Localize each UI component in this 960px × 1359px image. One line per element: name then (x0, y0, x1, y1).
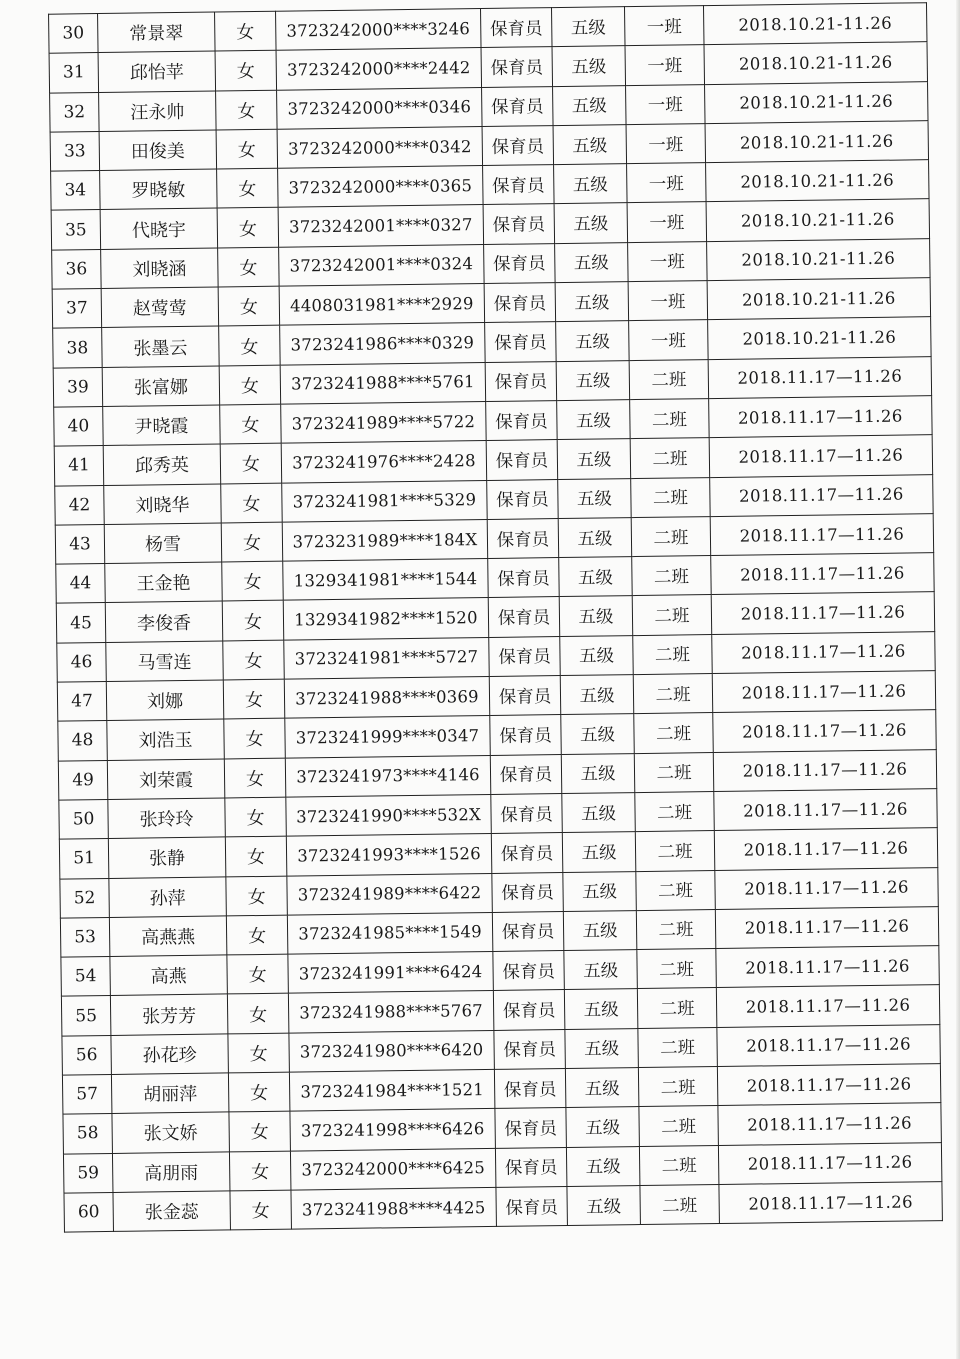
gender-cell: 女 (229, 1151, 291, 1191)
class-cell: 二班 (634, 752, 714, 792)
level-cell: 五级 (554, 203, 628, 243)
occupation-cell: 保育员 (493, 990, 565, 1030)
name-cell: 张文娇 (112, 1112, 230, 1153)
id-number-cell: 3723241973****4146 (285, 755, 490, 797)
id-number-cell: 3723242001****0327 (278, 205, 483, 247)
row-number-cell: 46 (57, 642, 107, 682)
training-date-cell: 2018.10.21-11.26 (708, 317, 931, 359)
occupation-cell: 保育员 (487, 479, 559, 519)
gender-cell: 女 (226, 876, 288, 916)
class-cell: 二班 (631, 516, 711, 556)
level-cell: 五级 (565, 1028, 639, 1068)
occupation-cell: 保育员 (483, 204, 555, 244)
name-cell: 邱怡苹 (98, 51, 216, 92)
class-cell: 二班 (635, 831, 715, 871)
gender-cell: 女 (219, 326, 281, 366)
name-cell: 刘荣霞 (107, 759, 225, 800)
gender-cell: 女 (217, 208, 279, 248)
training-date-cell: 2018.11.17—11.26 (716, 946, 939, 988)
occupation-cell: 保育员 (482, 86, 554, 126)
occupation-cell: 保育员 (482, 125, 554, 165)
row-number-cell: 51 (59, 839, 109, 879)
training-date-cell: 2018.11.17—11.26 (710, 474, 933, 516)
row-number-cell: 45 (56, 603, 106, 643)
name-cell: 赵莺莺 (101, 287, 219, 328)
training-date-cell: 2018.10.21-11.26 (707, 238, 930, 280)
row-number-cell: 56 (62, 1035, 112, 1075)
gender-cell: 女 (223, 679, 285, 719)
id-number-cell: 3723241980****6420 (289, 1030, 494, 1072)
occupation-cell: 保育员 (484, 283, 556, 323)
row-number-cell: 52 (60, 878, 110, 918)
training-date-cell: 2018.11.17—11.26 (718, 1103, 941, 1145)
row-number-cell: 40 (54, 406, 104, 446)
training-date-cell: 2018.11.17—11.26 (711, 592, 934, 634)
training-date-cell: 2018.11.17—11.26 (714, 789, 937, 831)
trainee-roster-table (48, 2, 943, 1233)
id-number-cell: 3723241999****0347 (285, 716, 490, 758)
occupation-cell: 保育员 (488, 597, 560, 637)
gender-cell: 女 (225, 836, 287, 876)
training-date-cell: 2018.11.17—11.26 (717, 1024, 940, 1066)
occupation-cell: 保育员 (490, 715, 562, 755)
level-cell: 五级 (563, 871, 637, 911)
training-date-cell: 2018.10.21-11.26 (704, 42, 927, 84)
level-cell: 五级 (553, 85, 627, 125)
row-number-cell: 48 (58, 721, 108, 761)
level-cell: 五级 (559, 596, 633, 636)
gender-cell: 女 (221, 522, 283, 562)
name-cell: 刘晓涵 (101, 248, 219, 289)
gender-cell: 女 (228, 1072, 290, 1112)
class-cell: 二班 (629, 359, 709, 399)
training-date-cell: 2018.11.17—11.26 (716, 985, 939, 1027)
row-number-cell: 36 (52, 249, 102, 289)
training-date-cell: 2018.10.21-11.26 (706, 160, 929, 202)
class-cell: 二班 (639, 1106, 719, 1146)
class-cell: 二班 (638, 1067, 718, 1107)
gender-cell: 女 (223, 640, 285, 680)
id-number-cell: 3723241988****5761 (280, 362, 485, 404)
level-cell: 五级 (555, 282, 629, 322)
level-cell: 五级 (562, 832, 636, 872)
occupation-cell: 保育员 (485, 322, 557, 362)
name-cell: 代晓宇 (100, 208, 218, 249)
id-number-cell: 3723231989****184X (282, 519, 487, 561)
training-date-cell: 2018.10.21-11.26 (705, 121, 928, 163)
level-cell: 五级 (562, 793, 636, 833)
name-cell: 孙花珍 (111, 1034, 229, 1075)
occupation-cell: 保育员 (495, 1147, 567, 1187)
level-cell: 五级 (565, 1068, 639, 1108)
name-cell: 高燕 (110, 955, 228, 996)
row-number-cell: 47 (57, 682, 107, 722)
occupation-cell: 保育员 (483, 165, 555, 205)
gender-cell: 女 (229, 1111, 291, 1151)
training-date-cell: 2018.11.17—11.26 (717, 1064, 940, 1106)
class-cell: 二班 (639, 1145, 719, 1185)
row-number-cell: 57 (62, 1074, 112, 1114)
training-date-cell: 2018.11.17—11.26 (712, 671, 935, 713)
id-number-cell: 3723241986****0329 (280, 323, 485, 365)
id-number-cell: 3723241990****532X (286, 794, 491, 836)
class-cell: 二班 (636, 870, 716, 910)
training-date-cell: 2018.11.17—11.26 (710, 514, 933, 556)
gender-cell: 女 (215, 51, 277, 91)
class-cell: 二班 (630, 438, 710, 478)
id-number-cell: 3723242000****0342 (277, 126, 482, 168)
occupation-cell: 保育员 (494, 1029, 566, 1069)
row-number-cell: 54 (61, 957, 111, 997)
class-cell: 二班 (633, 674, 713, 714)
row-number-cell: 55 (61, 996, 111, 1036)
occupation-cell: 保育员 (485, 361, 557, 401)
level-cell: 五级 (560, 635, 634, 675)
occupation-cell: 保育员 (489, 676, 561, 716)
id-number-cell: 3723241984****1521 (289, 1069, 494, 1111)
training-date-cell: 2018.11.17—11.26 (712, 631, 935, 673)
gender-cell: 女 (219, 365, 281, 405)
row-number-cell: 60 (64, 1192, 114, 1232)
class-cell: 二班 (638, 1027, 718, 1067)
class-cell: 一班 (624, 6, 704, 46)
name-cell: 刘浩玉 (107, 719, 225, 760)
name-cell: 高燕燕 (109, 916, 227, 957)
id-number-cell: 3723241976****2428 (281, 441, 486, 483)
level-cell: 五级 (564, 989, 638, 1029)
gender-cell: 女 (224, 758, 286, 798)
row-number-cell: 30 (49, 14, 99, 54)
occupation-cell: 保育员 (484, 243, 556, 283)
class-cell: 二班 (632, 595, 712, 635)
level-cell: 五级 (553, 125, 627, 165)
id-number-cell: 3723241998****6426 (290, 1109, 495, 1151)
gender-cell: 女 (216, 90, 278, 130)
training-date-cell: 2018.10.21-11.26 (706, 199, 929, 241)
level-cell: 五级 (558, 517, 632, 557)
level-cell: 五级 (558, 478, 632, 518)
class-cell: 一班 (629, 320, 709, 360)
id-number-cell: 3723242000****2442 (276, 48, 481, 90)
training-date-cell: 2018.11.17—11.26 (719, 1182, 942, 1224)
occupation-cell: 保育员 (490, 754, 562, 794)
class-cell: 一班 (625, 45, 705, 85)
row-number-cell: 53 (60, 917, 110, 957)
class-cell: 二班 (634, 713, 714, 753)
row-number-cell: 32 (50, 92, 100, 132)
name-cell: 汪永帅 (99, 91, 217, 132)
class-cell: 一班 (628, 281, 708, 321)
training-date-cell: 2018.10.21-11.26 (705, 81, 928, 123)
level-cell: 五级 (555, 242, 629, 282)
class-cell: 二班 (637, 988, 717, 1028)
name-cell: 张芳芳 (110, 994, 228, 1035)
class-cell: 一班 (626, 123, 706, 163)
class-cell: 一班 (627, 202, 707, 242)
id-number-cell: 3723241981****5329 (282, 480, 487, 522)
id-number-cell: 3723241989****6422 (287, 873, 492, 915)
name-cell: 张静 (108, 837, 226, 878)
name-cell: 罗晓敏 (100, 169, 218, 210)
gender-cell: 女 (230, 1190, 292, 1230)
id-number-cell: 3723241993****1526 (286, 834, 491, 876)
name-cell: 尹晓霞 (103, 405, 221, 446)
row-number-cell: 58 (63, 1114, 113, 1154)
row-number-cell: 37 (52, 289, 102, 329)
row-number-cell: 38 (53, 328, 103, 368)
training-date-cell: 2018.11.17—11.26 (709, 396, 932, 438)
training-date-cell: 2018.10.21-11.26 (707, 278, 930, 320)
gender-cell: 女 (227, 994, 289, 1034)
name-cell: 胡丽萍 (111, 1073, 229, 1114)
occupation-cell: 保育员 (494, 1069, 566, 1109)
gender-cell: 女 (222, 561, 284, 601)
id-number-cell: 3723242001****0324 (279, 244, 484, 286)
class-cell: 二班 (631, 477, 711, 517)
class-cell: 二班 (633, 634, 713, 674)
gender-cell: 女 (224, 718, 286, 758)
occupation-cell: 保育员 (492, 911, 564, 951)
level-cell: 五级 (554, 164, 628, 204)
id-number-cell: 1329341981****1544 (283, 559, 488, 601)
level-cell: 五级 (556, 321, 630, 361)
occupation-cell: 保育员 (489, 636, 561, 676)
training-date-cell: 2018.11.17—11.26 (713, 710, 936, 752)
class-cell: 二班 (632, 556, 712, 596)
training-date-cell: 2018.11.17—11.26 (708, 356, 931, 398)
gender-cell: 女 (218, 247, 280, 287)
level-cell: 五级 (559, 557, 633, 597)
class-cell: 二班 (635, 791, 715, 831)
training-date-cell: 2018.11.17—11.26 (715, 867, 938, 909)
roster-table-body (49, 3, 943, 1233)
roster-sheet (48, 2, 934, 1232)
gender-cell: 女 (216, 129, 278, 169)
name-cell: 刘娜 (106, 680, 224, 721)
name-cell: 张墨云 (102, 326, 220, 367)
training-date-cell: 2018.11.17—11.26 (709, 435, 932, 477)
class-cell: 二班 (630, 399, 710, 439)
level-cell: 五级 (564, 950, 638, 990)
class-cell: 二班 (640, 1184, 720, 1224)
training-date-cell: 2018.11.17—11.26 (718, 1142, 941, 1184)
name-cell: 王金艳 (105, 562, 223, 603)
gender-cell: 女 (226, 915, 288, 955)
occupation-cell: 保育员 (492, 872, 564, 912)
level-cell: 五级 (561, 714, 635, 754)
level-cell: 五级 (561, 753, 635, 793)
gender-cell: 女 (222, 601, 284, 641)
occupation-cell: 保育员 (491, 833, 563, 873)
name-cell: 田俊美 (99, 130, 217, 171)
class-cell: 一班 (628, 241, 708, 281)
occupation-cell: 保育员 (486, 440, 558, 480)
class-cell: 一班 (627, 163, 707, 203)
row-number-cell: 31 (49, 53, 99, 93)
occupation-cell: 保育员 (487, 518, 559, 558)
training-date-cell: 2018.11.17—11.26 (711, 553, 934, 595)
name-cell: 张玲玲 (108, 798, 226, 839)
name-cell: 刘晓华 (104, 484, 222, 525)
level-cell: 五级 (563, 910, 637, 950)
class-cell: 二班 (637, 949, 717, 989)
occupation-cell: 保育员 (495, 1108, 567, 1148)
name-cell: 邱秀英 (103, 444, 221, 485)
occupation-cell: 保育员 (491, 793, 563, 833)
level-cell: 五级 (566, 1146, 640, 1186)
name-cell: 李俊香 (105, 601, 223, 642)
gender-cell: 女 (215, 11, 277, 51)
level-cell: 五级 (557, 400, 631, 440)
training-date-cell: 2018.11.17—11.26 (714, 828, 937, 870)
level-cell: 五级 (567, 1185, 641, 1225)
id-number-cell: 3723241985****1549 (287, 912, 492, 954)
name-cell: 张金蕊 (113, 1191, 231, 1232)
name-cell: 高朋雨 (112, 1152, 230, 1193)
occupation-cell: 保育员 (488, 558, 560, 598)
class-cell: 二班 (636, 909, 716, 949)
occupation-cell: 保育员 (481, 47, 553, 87)
name-cell: 孙萍 (109, 876, 227, 917)
row-number-cell: 49 (58, 760, 108, 800)
gender-cell: 女 (220, 443, 282, 483)
occupation-cell: 保育员 (481, 8, 553, 48)
row-number-cell: 59 (63, 1153, 113, 1193)
gender-cell: 女 (221, 483, 283, 523)
level-cell: 五级 (556, 360, 630, 400)
row-number-cell: 39 (53, 367, 103, 407)
gender-cell: 女 (220, 404, 282, 444)
level-cell: 五级 (552, 46, 626, 86)
id-number-cell: 3723242000****0346 (277, 87, 482, 129)
gender-cell: 女 (217, 168, 279, 208)
id-number-cell: 3723241988****4425 (291, 1187, 496, 1229)
row-number-cell: 44 (56, 564, 106, 604)
gender-cell: 女 (218, 286, 280, 326)
class-cell: 一班 (626, 84, 706, 124)
level-cell: 五级 (560, 675, 634, 715)
training-date-cell: 2018.11.17—11.26 (713, 749, 936, 791)
name-cell: 张富娜 (102, 366, 220, 407)
id-number-cell: 3723242000****6425 (290, 1148, 495, 1190)
scan-edge-shadow (956, 0, 960, 1359)
id-number-cell: 4408031981****2929 (279, 284, 484, 326)
id-number-cell: 3723242000****3246 (276, 9, 481, 51)
level-cell: 五级 (552, 7, 626, 47)
occupation-cell: 保育员 (496, 1186, 568, 1226)
level-cell: 五级 (566, 1107, 640, 1147)
row-number-cell: 43 (55, 524, 105, 564)
name-cell: 杨雪 (104, 523, 222, 564)
row-number-cell: 34 (51, 171, 101, 211)
gender-cell: 女 (225, 797, 287, 837)
row-number-cell: 41 (54, 446, 104, 486)
row-number-cell: 50 (59, 799, 109, 839)
name-cell: 常景翠 (98, 12, 216, 53)
id-number-cell: 3723241989****5722 (281, 401, 486, 443)
row-number-cell: 42 (55, 485, 105, 525)
training-date-cell: 2018.11.17—11.26 (715, 906, 938, 948)
row-number-cell: 33 (50, 131, 100, 171)
id-number-cell: 3723241981****5727 (284, 637, 489, 679)
name-cell: 马雪连 (106, 641, 224, 682)
gender-cell: 女 (228, 1033, 290, 1073)
id-number-cell: 1329341982****1520 (283, 598, 488, 640)
row-number-cell: 35 (51, 210, 101, 250)
gender-cell: 女 (227, 954, 289, 994)
id-number-cell: 3723241988****5767 (288, 991, 493, 1033)
occupation-cell: 保育员 (493, 951, 565, 991)
occupation-cell: 保育员 (486, 401, 558, 441)
id-number-cell: 3723241991****6424 (288, 952, 493, 994)
id-number-cell: 3723242000****0365 (278, 166, 483, 208)
level-cell: 五级 (557, 439, 631, 479)
id-number-cell: 3723241988****0369 (284, 677, 489, 719)
training-date-cell: 2018.10.21-11.26 (703, 3, 926, 45)
